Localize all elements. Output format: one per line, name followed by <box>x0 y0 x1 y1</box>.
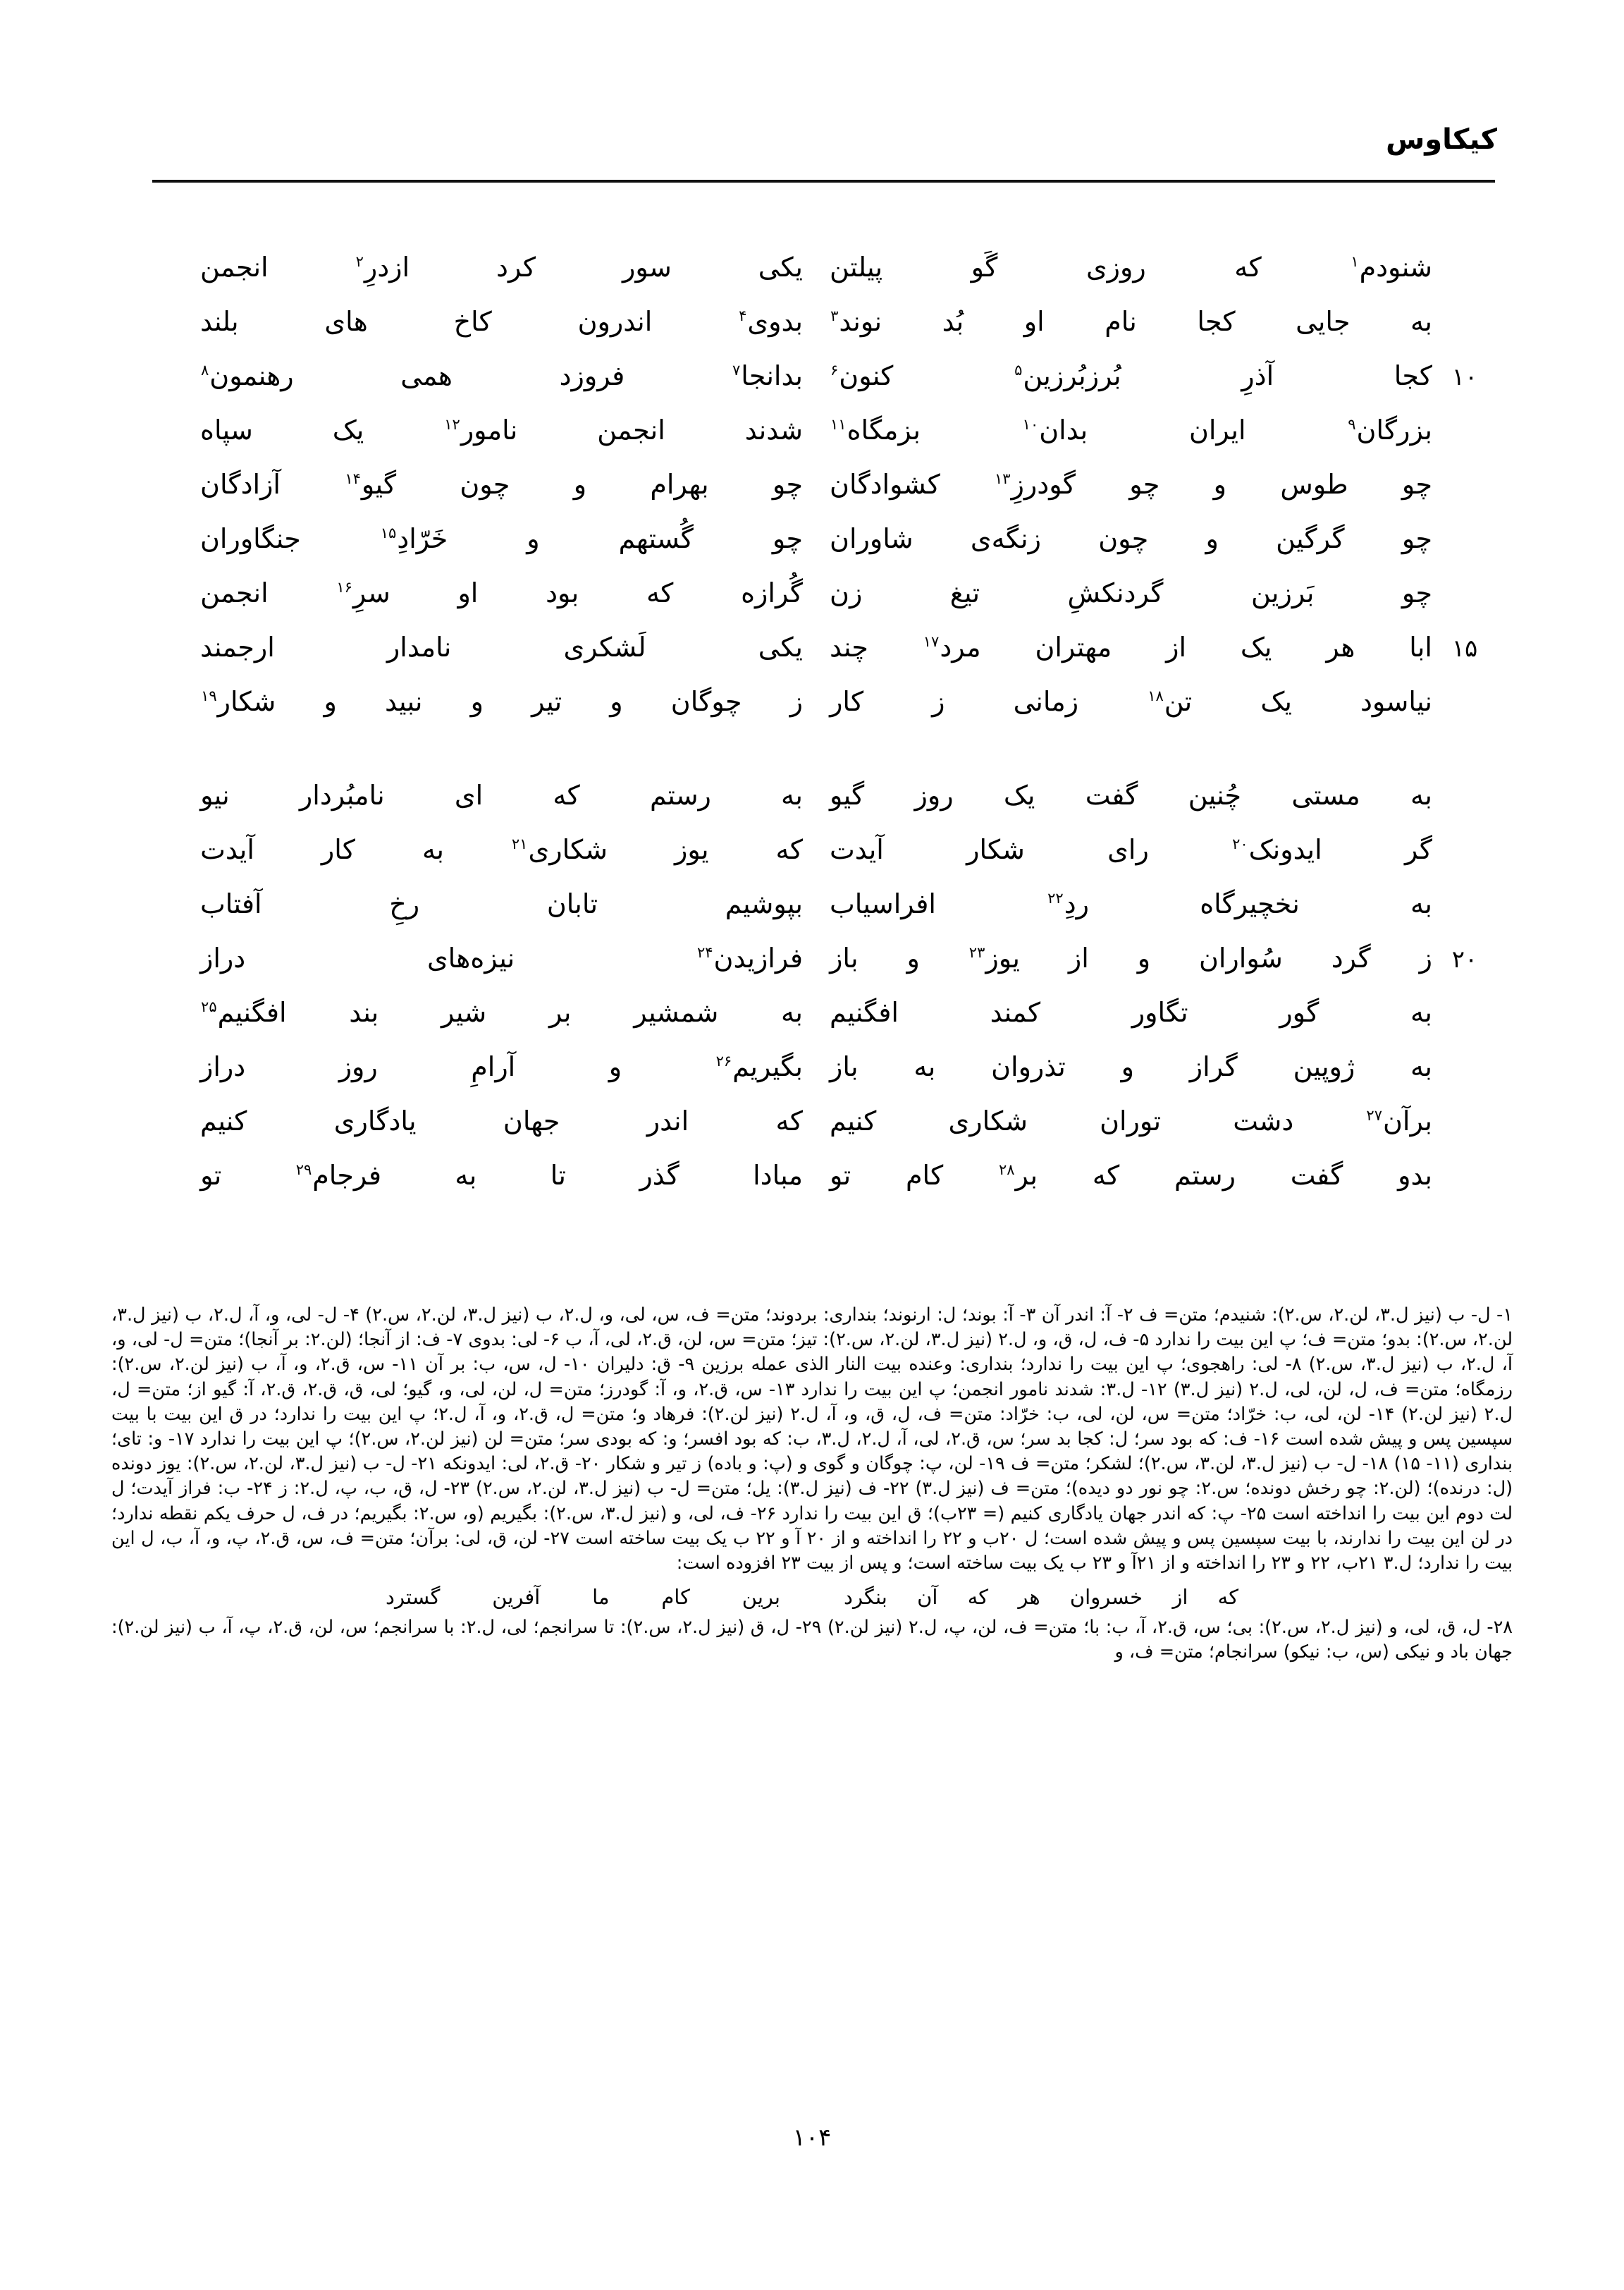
hemistich-second: فرازیدن$^{۲۴}$ نیزه‌های دراز <box>200 943 803 974</box>
hemistich-first: برآن$^{۲۷}$ دشت توران شکاری کنیم <box>830 1106 1432 1137</box>
verse-number <box>1432 1019 1497 1022</box>
verse-number <box>1432 491 1497 494</box>
hemistich-second: یکی لَشکری نامدار ارجمند <box>200 632 803 663</box>
hemistich-first: کجا آذرِ بُرزبُرزین$^۵$ کنون$^۶$ <box>830 360 1432 391</box>
apparatus-inset-verse <box>111 1583 1513 1611</box>
verse-line <box>127 890 1497 945</box>
header-rule <box>152 180 1495 183</box>
hemistich-second: که اندر جهان یادگاری کنیم <box>200 1106 803 1137</box>
apparatus-paragraph-1: ۱- ل- ب (نیز ل.۳، لن.۲، س.۲): شنیدم؛ متن= ف ۲- آ: اندر آن ۳- آ: بوند؛ ل: ارنوند؛ بنداری: بردوند؛ متن= ف، س، لی، و، ل.۲، ب (نیز ل.۳، لن.۲، س.۲) ۴- ل- لی، و، آ، ل.۲، ب (نیز ل.۳، لن.۲، س.۲): بدو؛ متن= ف؛ پ این بیت را ندارد ۵- ف، ل، ق، و، ل.۲ (نیز ل.۳، لن.۲، س.۲): تیز؛ متن= س، لن، ق.۲، لی، آ، ب ۶- لی: بدوی ۷- ف: از آنجا؛ (لن.۲: بر آنجا)؛ متن= ل- لی، و، آ، ل.۲، ب (نیز ل.۳، س.۲) ۸- لی: راهجوی؛ پ این بیت را ندارد؛ بنداری: وعنده بیت النار الذی عمله برزین ۹- ق: دلیران ۱۰- ل، س، ب: بر آن ۱۱- س، ق.۲، و، آ، ب (نیز لن.۲، س.۲): رزمگاه؛ متن= ف، ل، لن، لی، ل.۲ (نیز ل.۳) ۱۲- ل.۳: شدند نامور انجمن؛ پ این بیت را ندارد ۱۳- س، ق.۲، و، آ: گودرز؛ متن= ل، لن، لی، و، گیو؛ لی، ق، ق.۲، ق.۲، آ: گیو از؛ متن= ل، ل.۲ (نیز لن.۲) ۱۴- لن، لی، ب: خرّاد؛ متن= س، لن، لی، ب: خرّاد: متن= ف، ل، ق، و، آ، ل.۲ (نیز لن.۲): فرهاد و؛ متن= ل، ق.۲، و، آ، ل.۲؛ پ این بیت را ندارد؛ در ق این بیت با بیت سپسین پس و پیش شده است ۱۶- ف: که بود سر؛ ل: کجا بد سر؛ س، ق.۲، لی، آ، ل.۲، ل.۳، ب: که بود افسر؛ و: که بودی سر؛ متن= لن (نیز لن.۲، س.۲)؛ پ این بیت را ندارد ۱۷- و: تای؛ بنداری (۱۱- ۱۵) ۱۸- ل- ب (نیز ل.۳، لن.۳، س.۲)؛ لشکر؛ متن= ف ۱۹- لن، پ: چوگان و گوی و (پ: و باده) ز تیر و شکار ۲۰- ق.۲، لی: ایدونکه ۲۱- ل- ب (نیز ل.۳، لن.۲، س.۲): یوز دونده (ل: درنده)؛ (لن.۲: چو رخش دونده؛ س.۲: چو نور دو دیده)؛ متن= ف (نیز ل.۳) ۲۲- ف (نیز ل.۳): یل؛ متن= ل- ب (نیز ل.۳، لن.۲، س.۲) ۲۳- ل، ق، ب، پ، ل.۲: ز ۲۴- ب: فراز آیدت؛ ل لت دوم این بیت را انداخته است ۲۵- پ: که اندر جهان یادگاری کنیم (= ۲۳ب)؛ ق این بیت را ندارد ۲۶- ف، لی، و (نیز ل.۳، س.۲): بگیریم (و، س.۲: بگیریم؛ در ف، ل حرف یکم نقطه ندارد؛ در لن این بیت را ندارند، با بیت سپسین پس و پیش شده است؛ ل ۲۰ب و ۲۲ را انداخته و از ۲۰ آ و ۲۲ ب یک بیت ساخته است ۲۷- لن، ق، لی: برآن؛ متن= ف، س، ق.۲، پ، و، آ، ب، ل این بیت را ندارد؛ ل.۳ ۲۱ب، ۲۲ و ۲۳ را انداخته و از ۲۱آ و ۲۳ ب یک بیت ساخته است؛ و پس از بیت ۲۳ افزوده است: <box>111 1304 1513 1574</box>
verse-block <box>127 254 1497 742</box>
footnote-marker: ۹ <box>1348 416 1356 434</box>
hemistich-first: ز گرد سُواران و از یوز$^{۲۳}$ و باز <box>830 943 1432 974</box>
hemistich-first: به نخچیرگاه ردِ$^{۲۲}$ افراسیاب <box>830 888 1432 919</box>
verse-number <box>1432 599 1497 602</box>
hemistich-second: بدانجا$^۷$ فروزد همی رهنمون$^۸$ <box>201 360 803 391</box>
hemistich-first: بزرگان$^۹$ ایران بدان$^{۱۰}$ بزمگاه$^{۱۱}$ <box>830 415 1432 446</box>
verse-line <box>127 1162 1497 1216</box>
verse-line <box>127 362 1497 417</box>
hemistich-first: بدو گفت رستم که بر$^{۲۸}$ کام تو <box>830 1160 1432 1191</box>
footnote-marker: ۷ <box>732 362 741 379</box>
hemistich-first: چو گرگین و چون زنگه‌ی شاوران <box>830 523 1432 554</box>
verse-line <box>127 417 1497 471</box>
verse-line <box>127 525 1497 580</box>
verse-area <box>127 254 1497 1216</box>
footnote-marker: ۴ <box>739 307 747 325</box>
hemistich-second: یکی سور کرد ازدرِ$^۲$ انجمن <box>200 252 803 283</box>
hemistich-second: چو بهرام و چون گیو$^{۱۴}$ آزادگان <box>200 469 803 500</box>
hemistich-second: بدوی$^۴$ اندرون کاخ های بلند <box>200 306 803 337</box>
footnote-marker: ۱۱ <box>830 416 847 434</box>
footnote-marker: ۵ <box>1014 362 1023 379</box>
hemistich-first: ابا هر یک از مهتران مرد$^{۱۷}$ چند <box>830 632 1432 663</box>
verse-number <box>1432 1073 1497 1076</box>
footnote-marker: ۱۸ <box>1148 687 1164 705</box>
footnote-marker: ۲۸ <box>998 1161 1015 1179</box>
verse-number <box>1432 802 1497 804</box>
hemistich-second: که یوز شکاری$^{۲۱}$ به کار آیدت <box>200 834 803 865</box>
hemistich-first: به ژوپین گراز و تذروان به باز <box>830 1051 1432 1082</box>
footnote-marker: ۲۰ <box>1232 835 1248 853</box>
hemistich-first: شنودم$^۱$ که روزی گَو پیلتن <box>830 252 1432 283</box>
hemistich-first: به گور تگاور کمند افگنیم <box>830 997 1432 1028</box>
verse-line <box>127 1108 1497 1162</box>
footnote-marker: ۱۰ <box>1022 416 1039 434</box>
verse-line <box>127 688 1497 742</box>
verse-number: ۱۵ <box>1451 635 1478 663</box>
hemistich-second: گُرازه که بود او سرِ$^{۱۶}$ انجمن <box>200 577 803 608</box>
verse-number <box>1432 856 1497 859</box>
verse-line <box>127 577 1497 634</box>
footnote-marker: ۲۶ <box>715 1053 732 1070</box>
hemistich-first: به مستی چُنین گفت یک روز گیو <box>830 780 1432 811</box>
verse-number <box>1432 274 1497 276</box>
footnote-marker: ۸ <box>201 362 209 379</box>
hemistich-second: به شمشیر بر شیر بند افگنیم$^{۲۵}$ <box>201 997 803 1028</box>
verse-number: ۲۰ <box>1451 945 1478 974</box>
footnote-marker: ۱ <box>1351 253 1359 271</box>
footnote-marker: ۱۶ <box>336 579 352 596</box>
footnote-marker: ۲ <box>355 253 364 271</box>
verse-line <box>127 634 1497 688</box>
running-head: کیکاوس <box>1386 123 1497 156</box>
hemistich-first: چو بَرزین گردنکشِ تیغ زن <box>830 577 1432 608</box>
inset-verse-hemistich-2: برین کام ما آفرین گسترد <box>386 1585 780 1610</box>
verse-line <box>127 471 1497 525</box>
footnote-marker: ۲۷ <box>1366 1107 1382 1125</box>
hemistich-second: چو گُستهم و خَرّادِ$^{۱۵}$ جنگاوران <box>200 523 803 554</box>
verse-number <box>1432 1127 1497 1130</box>
verse-number <box>1432 545 1497 548</box>
footnote-marker: ۱۲ <box>444 416 460 434</box>
hemistich-first: به جایی کجا نام او بُد نوند$^۳$ <box>830 306 1432 337</box>
verse-line <box>127 1053 1497 1108</box>
hemistich-second: شدند انجمن نامور$^{۱۲}$ یک سپاه <box>200 415 803 446</box>
footnote-marker: ۳ <box>830 307 839 325</box>
apparatus-paragraph-2: ۲۸- ل، ق، لی، و (نیز ل.۲، س.۲): بی؛ س، ق.۲، آ، ب: با؛ متن= ف، لن، پ، ل.۲ (نیز لن.۲) ۲۹- ل، ق (نیز ل.۲، س.۲): تا سرانجم؛ لی، ل.۲: با سرانجم؛ س، لن، ق.۲، پ، آ، ب (نیز لن.۲): جهان باد و نیکی (س، ب: نیکو) سرانجام؛ متن= ف، و <box>111 1617 1513 1663</box>
footnote-marker: ۲۴ <box>696 944 713 962</box>
hemistich-second: به رستم که ای نامبُردار نیو <box>200 780 803 811</box>
footnote-marker: ۶ <box>830 362 839 379</box>
critical-apparatus <box>111 1303 1513 1665</box>
verse-line <box>127 999 1497 1053</box>
hemistich-second: مبادا گذر تا به فرجام$^{۲۹}$ تو <box>200 1160 803 1191</box>
hemistich-first: گر ایدونک$^{۲۰}$ رای شکار آیدت <box>830 834 1432 865</box>
verse-number <box>1432 708 1497 711</box>
footnote-marker: ۱۳ <box>995 470 1011 488</box>
hemistich-second: بگیریم$^{۲۶}$ و آرامِ روز دراز <box>200 1051 803 1082</box>
hemistich-first: نیاسود یک تن$^{۱۸}$ زمانی ز کار <box>830 686 1432 717</box>
hemistich-second: ز چوگان و تیر و نبید و شکار$^{۱۹}$ <box>201 686 803 717</box>
footnote-marker: ۲۲ <box>1047 890 1064 907</box>
footnote-marker: ۱۴ <box>345 470 361 488</box>
verse-block-gap <box>127 742 1497 782</box>
verse-number <box>1432 910 1497 913</box>
verse-block <box>127 782 1497 1216</box>
footnote-marker: ۲۱ <box>511 835 528 853</box>
footnote-marker: ۱۵ <box>380 525 397 542</box>
footnote-marker: ۱۹ <box>201 687 217 705</box>
inset-verse-hemistich-1: که از خسروان هر که آن بنگرد <box>844 1585 1238 1610</box>
verse-line <box>127 254 1497 308</box>
verse-number <box>1432 1182 1497 1184</box>
verse-number <box>1432 436 1497 439</box>
verse-number: ۱۰ <box>1451 363 1478 391</box>
hemistich-second: بپوشیم تابان رخِ آفتاب <box>200 888 803 919</box>
hemistich-first: چو طوس و چو گودرزِ$^{۱۳}$ کشوادگان <box>830 469 1432 500</box>
verse-line <box>127 945 1497 999</box>
verse-number <box>1432 328 1497 331</box>
footnote-marker: ۱۷ <box>923 633 940 651</box>
verse-line <box>127 836 1497 890</box>
footnote-marker: ۲۳ <box>968 944 985 962</box>
footnote-marker: ۲۹ <box>295 1161 312 1179</box>
verse-line <box>127 308 1497 362</box>
footnote-marker: ۲۵ <box>201 998 217 1016</box>
folio-number: ۱۰۴ <box>792 2124 832 2152</box>
verse-line <box>127 782 1497 836</box>
